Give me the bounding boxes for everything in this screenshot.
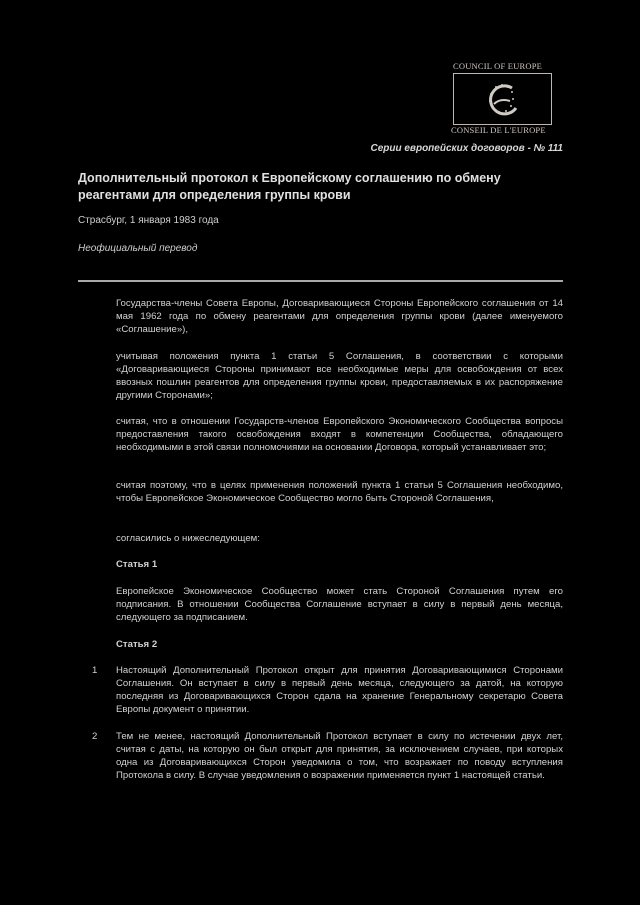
unofficial-translation-note: Неофициальный перевод (78, 243, 198, 254)
preamble-paragraph: Государства-члены Совета Европы, Договаривающиеся Стороны Европейского соглашения от 14 мая 1962 года по обмену реагентами для определения группы крови (далее именуемого «Соглашение»), (116, 298, 563, 335)
preamble-paragraph: считая, что в отношении Государств-членов Европейского Экономического Сообщества вопросы предоставления такого освобождения входят в компетенции Сообщества, обладающего необходимыми в этой связи полномочиями на основании Договора, который устанавливает это; (116, 416, 563, 453)
article-2-item: Тем не менее, настоящий Дополнительный Протокол вступает в силу по истечении двух лет, считая с даты, на которую он был открыт для принятия, за исключением случаев, при которых одна из Договаривающихся Сторон уведомила о том, что возражает по поводу вступления Протокола в силу. В случае уведомления о возражении применяется пункт 1 настоящей статьи. (116, 731, 563, 781)
treaty-series: Серии европейских договоров - № 111 (370, 143, 563, 154)
document-date: Страсбург, 1 января 1983 года (78, 215, 219, 226)
logo-top-text: COUNCIL OF EUROPE (453, 61, 543, 71)
document-title: Дополнительный протокол к Европейскому соглашению по обмену реагентами для определения группы крови (78, 171, 501, 202)
article-2-heading: Статья 2 (116, 639, 158, 650)
stars-circle-icon (454, 74, 551, 124)
council-of-europe-logo (453, 73, 552, 125)
logo-bottom-text: CONSEIL DE L'EUROPE (451, 125, 546, 135)
preamble-paragraph: учитывая положения пункта 1 статьи 5 Соглашения, в соответствии с которыми «Договаривающиеся Стороны принимают все необходимые меры для освобождения от всех ввозных пошлин реагентов для определения группы крови, предоставляемых в их распоряжение другими Сторонами»; (116, 351, 563, 401)
divider (78, 280, 563, 282)
article-2-item: Настоящий Дополнительный Протокол открыт для принятия Договаривающимися Сторонами Соглашения. Он вступает в силу в первый день месяца, следующего за датой, на которую последняя из Договаривающихся Сторон сдала на хранение Генеральному секретарю Совета Европы документ о принятии. (116, 665, 563, 715)
article-1-heading: Статья 1 (116, 559, 158, 570)
agreement-clause: согласились о нижеследующем: (116, 533, 260, 544)
article-1-text: Европейское Экономическое Сообщество может стать Стороной Соглашения путем его подписания. В отношении Сообщества Соглашение вступает в силу в первый день месяца, следующего за подписанием. (116, 586, 563, 623)
item-number: 2 (92, 731, 98, 742)
item-number: 1 (92, 665, 98, 676)
preamble-paragraph: считая поэтому, что в целях применения положений пункта 1 статьи 5 Соглашения необходимо, чтобы Европейское Экономическое Сообщество могло быть Стороной Соглашения, (116, 480, 563, 504)
